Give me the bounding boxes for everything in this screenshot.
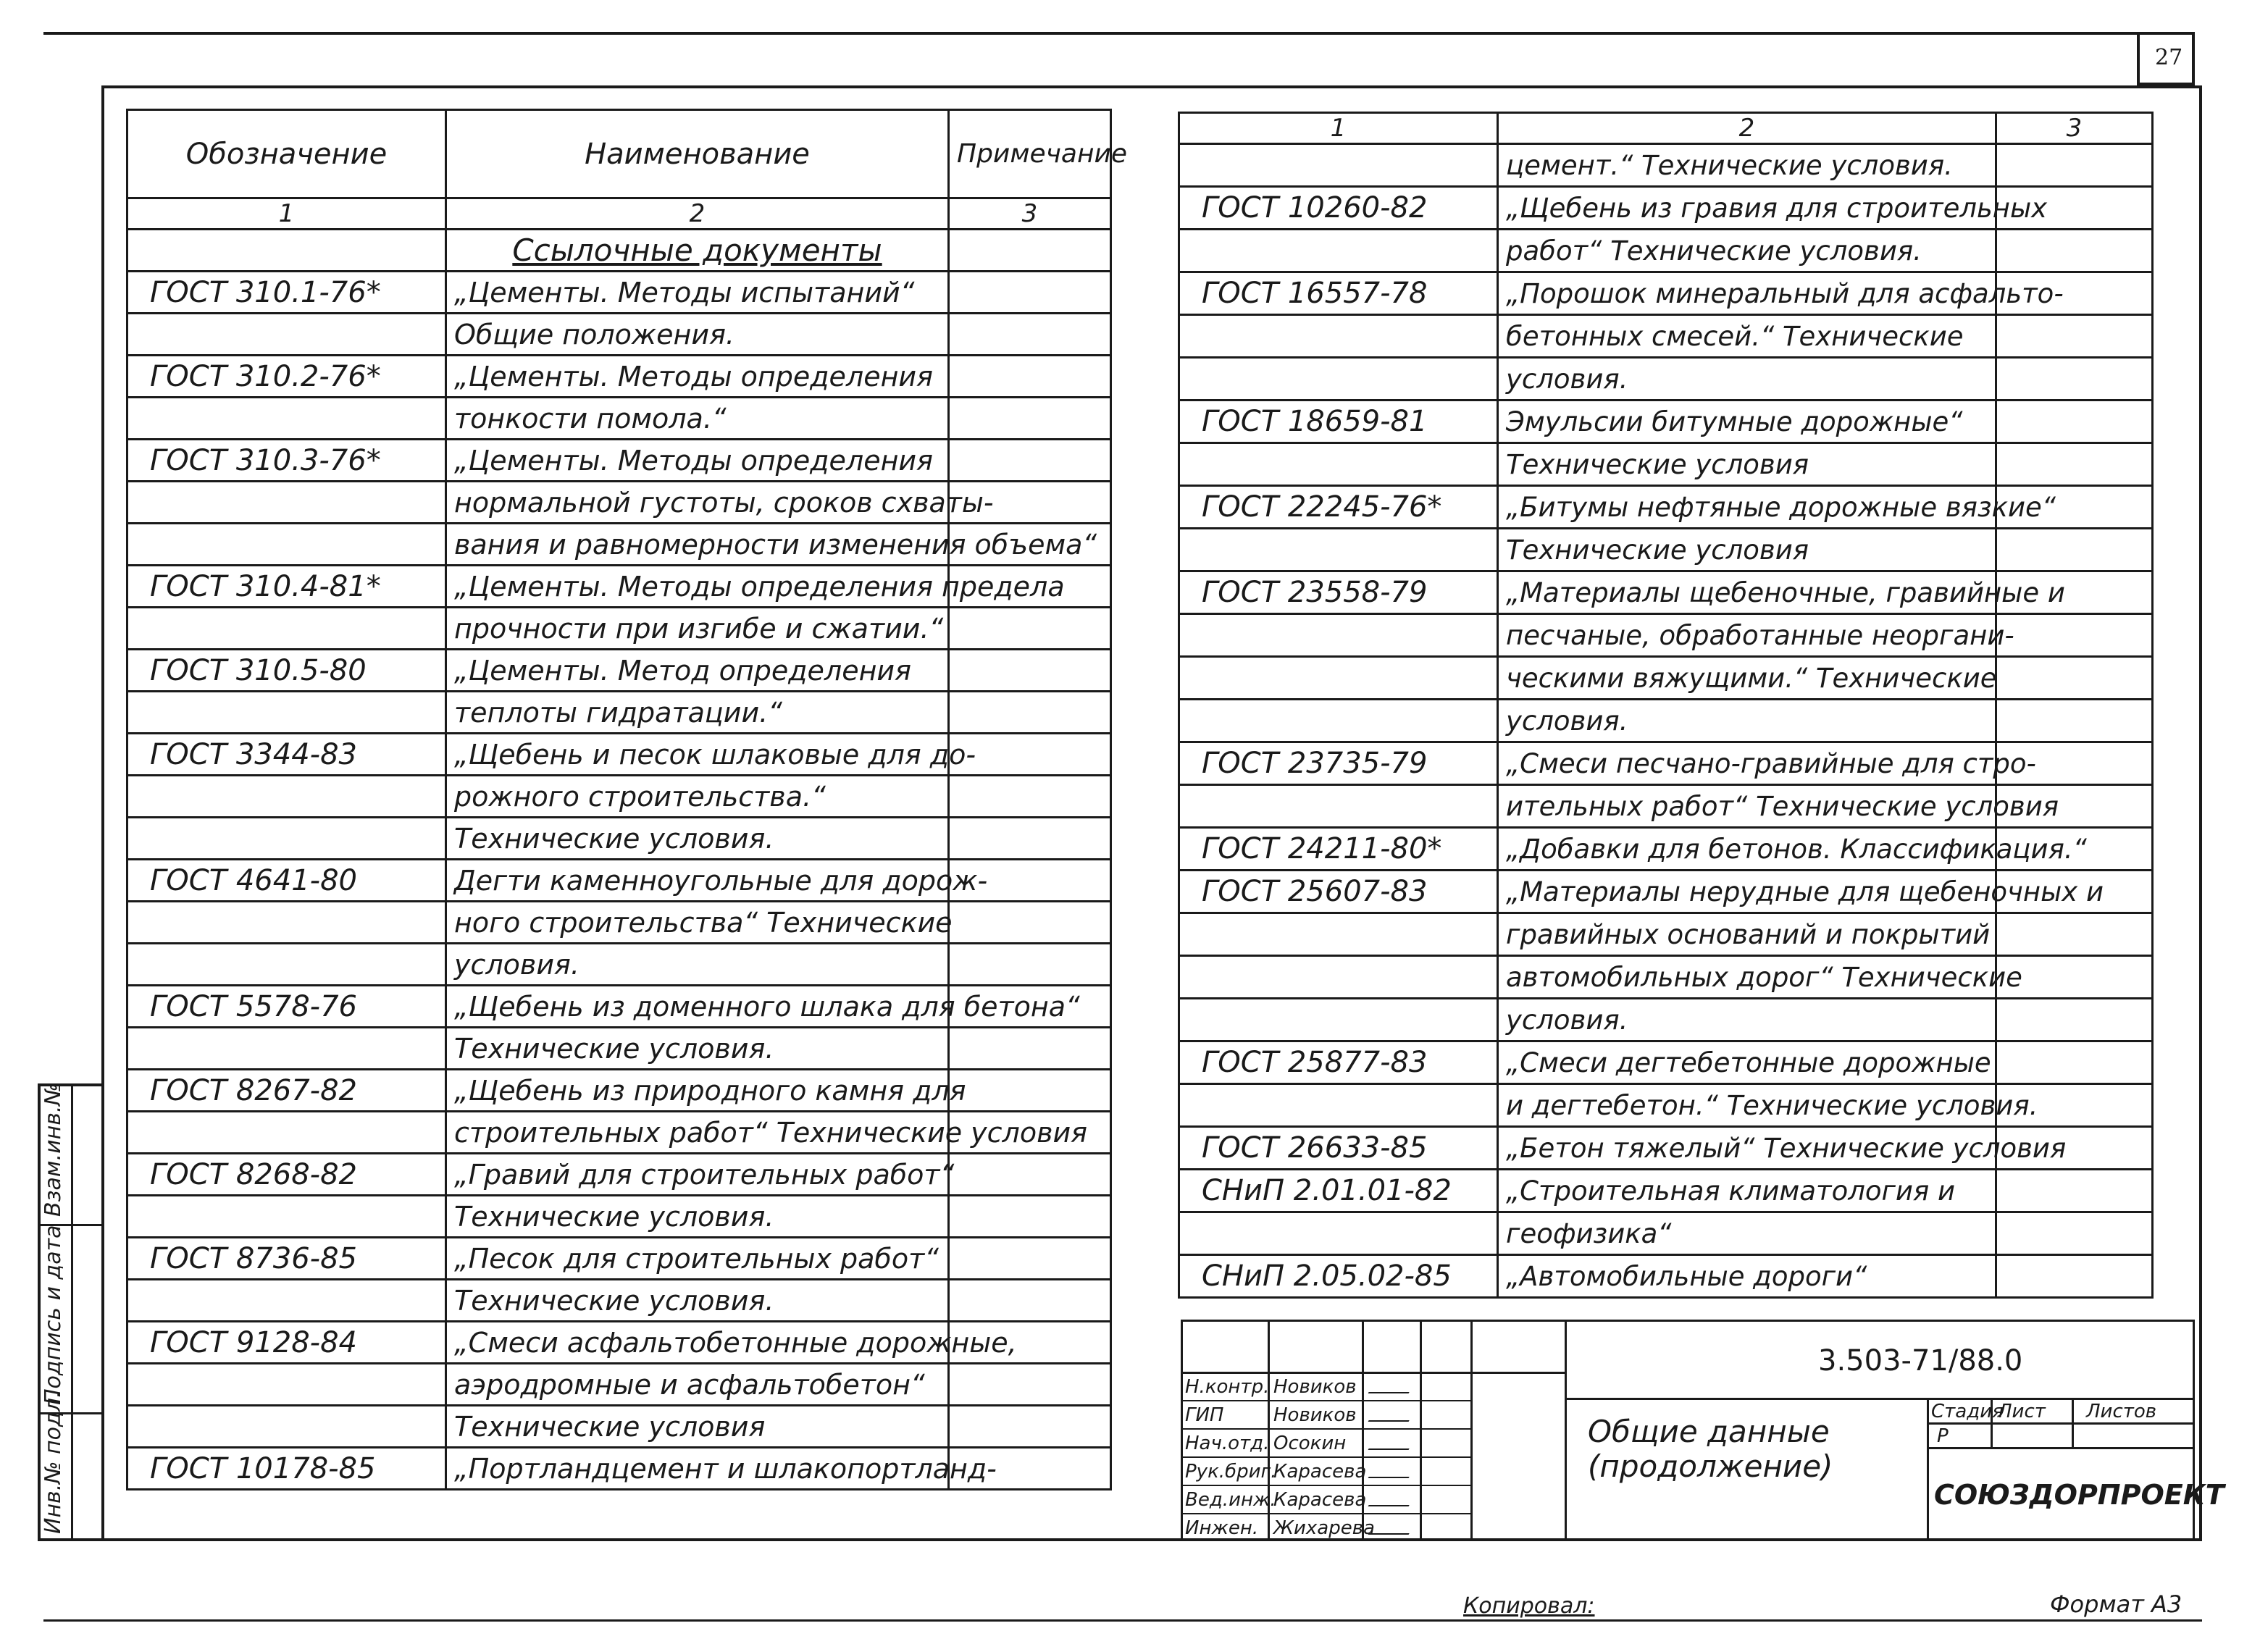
name-cell: аэродромные и асфальтобетон“ bbox=[446, 1364, 949, 1406]
designation-cell: ГОСТ 24211-80* bbox=[1179, 828, 1498, 871]
tb-divider bbox=[1927, 1447, 2195, 1449]
note-cell bbox=[1996, 1170, 2153, 1212]
designation-cell bbox=[127, 1196, 446, 1238]
name-cell: прочности при изгибе и сжатии.“ bbox=[446, 608, 949, 650]
table-row bbox=[1179, 571, 2153, 614]
table-row bbox=[1179, 1255, 2153, 1298]
tb-divider bbox=[1927, 1398, 1929, 1541]
table-row bbox=[1179, 443, 2153, 486]
table-row bbox=[127, 986, 1111, 1028]
name-cell: строительных работ“ Технические условия bbox=[446, 1112, 949, 1154]
designation-cell: ГОСТ 9128-84 bbox=[127, 1322, 446, 1364]
designation-cell bbox=[1179, 999, 1498, 1041]
name-cell: „Бетон тяжелый“ Технические условия bbox=[1498, 1127, 1996, 1170]
table-row bbox=[127, 1322, 1111, 1364]
header-name: Наименование bbox=[446, 110, 949, 198]
table-row bbox=[1179, 1084, 2153, 1127]
tb-divider bbox=[1565, 1398, 2195, 1400]
tb-divider bbox=[1181, 1400, 1470, 1401]
table-row bbox=[127, 440, 1111, 482]
table-row bbox=[127, 482, 1111, 524]
name-cell: Дегти каменноугольные для дорож- bbox=[446, 860, 949, 902]
note-cell bbox=[949, 1196, 1111, 1238]
name-cell: „Автомобильные дороги“ bbox=[1498, 1255, 1996, 1298]
designation-cell bbox=[127, 818, 446, 860]
note-cell bbox=[1996, 230, 2153, 272]
designation-cell bbox=[127, 398, 446, 440]
signature-name: Осокин bbox=[1273, 1433, 1347, 1454]
note-cell bbox=[949, 1154, 1111, 1196]
table-row bbox=[127, 272, 1111, 314]
signature-scribble bbox=[1368, 1413, 1414, 1422]
note-cell bbox=[1996, 999, 2153, 1041]
name-cell: и дегтебетон.“ Технические условия. bbox=[1498, 1084, 1996, 1127]
table-row bbox=[1179, 785, 2153, 828]
designation-cell bbox=[127, 1406, 446, 1448]
tb-divider bbox=[1181, 1485, 1470, 1486]
side-stamp-label: Подпись и дата bbox=[41, 1225, 66, 1405]
page-number: 27 bbox=[2155, 45, 2183, 70]
table-row bbox=[1179, 742, 2153, 785]
name-cell: „Щебень из доменного шлака для бетона“ bbox=[446, 986, 949, 1028]
name-cell: „Цементы. Методы испытаний“ bbox=[446, 272, 949, 314]
table-row bbox=[127, 944, 1111, 986]
name-cell: „Гравий для строительных работ“ bbox=[446, 1154, 949, 1196]
designation-cell: ГОСТ 23558-79 bbox=[1179, 571, 1498, 614]
designation-cell bbox=[127, 1364, 446, 1406]
designation-cell bbox=[127, 314, 446, 356]
signature-name: Жихарева bbox=[1273, 1517, 1375, 1539]
title-block bbox=[1181, 1320, 2225, 1541]
table-row bbox=[1179, 614, 2153, 657]
name-cell: условия. bbox=[1498, 358, 1996, 401]
organization-name: СОЮЗДОРПРОЕКТ bbox=[1934, 1479, 2225, 1511]
designation-cell: ГОСТ 310.5-80 bbox=[127, 650, 446, 692]
name-cell: вания и равномерности изменения объема“ bbox=[446, 524, 949, 566]
table-row bbox=[127, 524, 1111, 566]
designation-cell bbox=[1179, 614, 1498, 657]
note-cell bbox=[1996, 358, 2153, 401]
note-cell bbox=[949, 272, 1111, 314]
designation-cell bbox=[1179, 1084, 1498, 1127]
name-cell: ного строительства“ Технические bbox=[446, 902, 949, 944]
name-cell: „Цементы. Методы определения bbox=[446, 440, 949, 482]
table-row bbox=[127, 1070, 1111, 1112]
note-cell bbox=[949, 902, 1111, 944]
designation-cell bbox=[1179, 144, 1498, 187]
note-cell bbox=[1996, 1255, 2153, 1298]
designation-cell bbox=[1179, 529, 1498, 571]
column-number: 1 bbox=[1179, 113, 1498, 144]
note-cell bbox=[1996, 700, 2153, 742]
name-cell: нормальной густоты, сроков схваты- bbox=[446, 482, 949, 524]
column-number: 1 bbox=[127, 198, 446, 230]
note-cell bbox=[949, 1238, 1111, 1280]
note-cell bbox=[949, 1028, 1111, 1070]
note-cell bbox=[1996, 913, 2153, 956]
name-cell: Общие положения. bbox=[446, 314, 949, 356]
designation-cell: ГОСТ 18659-81 bbox=[1179, 401, 1498, 443]
name-cell: „Цементы. Методы определения предела bbox=[446, 566, 949, 608]
designation-cell: ГОСТ 5578-76 bbox=[127, 986, 446, 1028]
signature-role: Нач.отд. bbox=[1185, 1433, 1270, 1454]
tb-divider bbox=[1181, 1513, 1470, 1514]
note-cell bbox=[949, 650, 1111, 692]
table-row bbox=[1179, 1041, 2153, 1084]
table-row bbox=[1179, 999, 2153, 1041]
table-row bbox=[127, 398, 1111, 440]
designation-cell: ГОСТ 22245-76* bbox=[1179, 486, 1498, 529]
table-row bbox=[1179, 315, 2153, 358]
name-cell: работ“ Технические условия. bbox=[1498, 230, 1996, 272]
designation-cell bbox=[1179, 358, 1498, 401]
designation-cell: СНиП 2.05.02-85 bbox=[1179, 1255, 1498, 1298]
copied-label: Копировал: bbox=[1463, 1593, 1595, 1619]
table-cell bbox=[127, 230, 446, 272]
table-row bbox=[127, 692, 1111, 734]
name-cell: „Цементы. Метод определения bbox=[446, 650, 949, 692]
sheet-title: Общие данные bbox=[1588, 1414, 1830, 1449]
table-row bbox=[127, 860, 1111, 902]
sheet-label: Лист bbox=[1998, 1401, 2046, 1422]
name-cell: Технические условия. bbox=[446, 818, 949, 860]
name-cell: Технические условия bbox=[1498, 443, 1996, 486]
signature-role: Рук.бриг. bbox=[1185, 1461, 1277, 1483]
note-cell bbox=[1996, 315, 2153, 358]
header-note: Примечание bbox=[949, 110, 1111, 198]
note-cell bbox=[1996, 614, 2153, 657]
designation-cell: ГОСТ 8736-85 bbox=[127, 1238, 446, 1280]
note-cell bbox=[949, 818, 1111, 860]
tb-divider bbox=[1181, 1456, 1470, 1458]
table-row bbox=[1179, 956, 2153, 999]
designation-cell bbox=[1179, 700, 1498, 742]
designation-cell bbox=[127, 482, 446, 524]
table-row bbox=[1179, 230, 2153, 272]
designation-cell: ГОСТ 3344-83 bbox=[127, 734, 446, 776]
table-row bbox=[1179, 144, 2153, 187]
table-row bbox=[1179, 657, 2153, 700]
designation-cell bbox=[1179, 956, 1498, 999]
table-row bbox=[1179, 1127, 2153, 1170]
name-cell: песчаные, обработанные неоргани- bbox=[1498, 614, 1996, 657]
name-cell: Технические условия. bbox=[446, 1196, 949, 1238]
signature-name: Карасева bbox=[1273, 1489, 1367, 1511]
name-cell: тонкости помола.“ bbox=[446, 398, 949, 440]
designation-cell: ГОСТ 25877-83 bbox=[1179, 1041, 1498, 1084]
note-cell bbox=[1996, 144, 2153, 187]
table-row bbox=[127, 650, 1111, 692]
signature-scribble bbox=[1368, 1385, 1414, 1393]
table-row bbox=[1179, 187, 2153, 230]
tb-divider bbox=[1181, 1372, 1565, 1374]
designation-cell bbox=[1179, 785, 1498, 828]
table-row bbox=[127, 734, 1111, 776]
column-number: 3 bbox=[1996, 113, 2153, 144]
designation-cell bbox=[1179, 443, 1498, 486]
tb-divider bbox=[2072, 1398, 2074, 1448]
document-number: 3.503-71/88.0 bbox=[1818, 1344, 2023, 1378]
signature-name: Новиков bbox=[1273, 1376, 1357, 1398]
table-row bbox=[127, 1364, 1111, 1406]
note-cell bbox=[949, 356, 1111, 398]
column-number: 2 bbox=[446, 198, 949, 230]
right-reference-table bbox=[1178, 112, 2154, 1299]
sheets-label: Листов bbox=[2086, 1401, 2157, 1422]
tb-divider bbox=[1470, 1320, 1473, 1541]
tb-divider bbox=[1420, 1320, 1422, 1541]
designation-cell: ГОСТ 8268-82 bbox=[127, 1154, 446, 1196]
designation-cell bbox=[1179, 315, 1498, 358]
table-row bbox=[1179, 401, 2153, 443]
signature-role: ГИП bbox=[1185, 1404, 1224, 1426]
name-cell: „Строительная климатология и bbox=[1498, 1170, 1996, 1212]
name-cell: „Щебень и песок шлаковые для до- bbox=[446, 734, 949, 776]
stage-value: Р bbox=[1937, 1425, 1949, 1447]
designation-cell bbox=[127, 608, 446, 650]
name-cell: теплоты гидратации.“ bbox=[446, 692, 949, 734]
note-cell bbox=[949, 1280, 1111, 1322]
tb-divider bbox=[1181, 1428, 1470, 1430]
name-cell: ческими вяжущими.“ Технические bbox=[1498, 657, 1996, 700]
name-cell: „Добавки для бетонов. Классификация.“ bbox=[1498, 828, 1996, 871]
name-cell: геофизика“ bbox=[1498, 1212, 1996, 1255]
note-cell bbox=[1996, 529, 2153, 571]
signature-role: Вед.инж. bbox=[1185, 1489, 1276, 1511]
table-row bbox=[1179, 1170, 2153, 1212]
note-cell bbox=[949, 1364, 1111, 1406]
designation-cell bbox=[127, 944, 446, 986]
name-cell: „Цементы. Методы определения bbox=[446, 356, 949, 398]
table-row bbox=[1179, 913, 2153, 956]
stage-label: Стадия bbox=[1931, 1401, 2004, 1422]
table-row bbox=[127, 1238, 1111, 1280]
table-row bbox=[127, 818, 1111, 860]
table-row bbox=[127, 902, 1111, 944]
table-row bbox=[1179, 871, 2153, 913]
name-cell: условия. bbox=[1498, 999, 1996, 1041]
name-cell: рожного строительства.“ bbox=[446, 776, 949, 818]
designation-cell bbox=[127, 776, 446, 818]
table-row bbox=[1179, 1212, 2153, 1255]
footer-rule bbox=[43, 1619, 2202, 1622]
table-row bbox=[127, 1280, 1111, 1322]
table-row bbox=[127, 1112, 1111, 1154]
name-cell: Эмульсии битумные дорожные“ bbox=[1498, 401, 1996, 443]
column-number: 3 bbox=[949, 198, 1111, 230]
name-cell: „Порошок минеральный для асфальто- bbox=[1498, 272, 1996, 315]
name-cell: „Битумы нефтяные дорожные вязкие“ bbox=[1498, 486, 1996, 529]
designation-cell bbox=[1179, 230, 1498, 272]
designation-cell bbox=[1179, 1212, 1498, 1255]
table-row bbox=[1179, 529, 2153, 571]
table-row bbox=[1179, 358, 2153, 401]
table-row bbox=[127, 1196, 1111, 1238]
designation-cell bbox=[127, 902, 446, 944]
note-cell bbox=[949, 398, 1111, 440]
tb-divider bbox=[1927, 1422, 2195, 1425]
table-row bbox=[127, 1448, 1111, 1490]
table-row bbox=[1179, 828, 2153, 871]
designation-cell: ГОСТ 10260-82 bbox=[1179, 187, 1498, 230]
note-cell bbox=[949, 944, 1111, 986]
column-number: 2 bbox=[1498, 113, 1996, 144]
name-cell: автомобильных дорог“ Технические bbox=[1498, 956, 1996, 999]
table-row bbox=[127, 776, 1111, 818]
designation-cell: ГОСТ 310.1-76* bbox=[127, 272, 446, 314]
note-cell bbox=[949, 440, 1111, 482]
note-cell bbox=[1996, 443, 2153, 486]
signature-role: Н.контр. bbox=[1185, 1376, 1270, 1398]
name-cell: цемент.“ Технические условия. bbox=[1498, 144, 1996, 187]
side-stamp-label: Инв.№ подл. bbox=[41, 1391, 66, 1534]
signature-scribble bbox=[1368, 1498, 1414, 1506]
left-reference-table bbox=[126, 109, 1128, 1490]
designation-cell: ГОСТ 26633-85 bbox=[1179, 1127, 1498, 1170]
name-cell: „Песок для строительных работ“ bbox=[446, 1238, 949, 1280]
note-cell bbox=[1996, 401, 2153, 443]
name-cell: условия. bbox=[1498, 700, 1996, 742]
name-cell: „Щебень из гравия для строительных bbox=[1498, 187, 1996, 230]
header-designation: Обозначение bbox=[127, 110, 446, 198]
designation-cell bbox=[127, 692, 446, 734]
designation-cell bbox=[1179, 913, 1498, 956]
format-label: Формат А3 bbox=[2050, 1590, 2182, 1618]
name-cell: условия. bbox=[446, 944, 949, 986]
designation-cell: ГОСТ 25607-83 bbox=[1179, 871, 1498, 913]
name-cell: „Смеси песчано-гравийные для стро- bbox=[1498, 742, 1996, 785]
signature-role: Инжен. bbox=[1185, 1517, 1259, 1539]
name-cell: ительных работ“ Технические условия bbox=[1498, 785, 1996, 828]
signature-scribble bbox=[1368, 1441, 1414, 1450]
name-cell: „Щебень из природного камня для bbox=[446, 1070, 949, 1112]
top-rule bbox=[43, 32, 2144, 35]
designation-cell: ГОСТ 310.4-81* bbox=[127, 566, 446, 608]
table-row bbox=[127, 566, 1111, 608]
tb-divider bbox=[1565, 1320, 1567, 1541]
designation-cell: ГОСТ 16557-78 bbox=[1179, 272, 1498, 315]
section-title: Ссылочные документы bbox=[446, 230, 949, 272]
name-cell: „Смеси дегтебетонные дорожные bbox=[1498, 1041, 1996, 1084]
designation-cell bbox=[127, 1280, 446, 1322]
designation-cell: ГОСТ 310.3-76* bbox=[127, 440, 446, 482]
designation-cell: ГОСТ 10178-85 bbox=[127, 1448, 446, 1490]
name-cell: „Портландцемент и шлакопортланд- bbox=[446, 1448, 949, 1490]
table-cell bbox=[949, 230, 1111, 272]
note-cell bbox=[949, 692, 1111, 734]
name-cell: бетонных смесей.“ Технические bbox=[1498, 315, 1996, 358]
table-row bbox=[127, 608, 1111, 650]
designation-cell bbox=[127, 524, 446, 566]
designation-cell: ГОСТ 310.2-76* bbox=[127, 356, 446, 398]
note-cell bbox=[949, 776, 1111, 818]
name-cell: гравийных оснований и покрытий bbox=[1498, 913, 1996, 956]
note-cell bbox=[1996, 1041, 2153, 1084]
designation-cell bbox=[127, 1028, 446, 1070]
designation-cell bbox=[1179, 657, 1498, 700]
name-cell: Технические условия. bbox=[446, 1028, 949, 1070]
side-stamp-divider bbox=[71, 1083, 73, 1541]
table-row bbox=[127, 1154, 1111, 1196]
signature-scribble bbox=[1368, 1469, 1414, 1478]
table-row bbox=[127, 314, 1111, 356]
designation-cell: ГОСТ 4641-80 bbox=[127, 860, 446, 902]
designation-cell: ГОСТ 23735-79 bbox=[1179, 742, 1498, 785]
name-cell: Технические условия. bbox=[446, 1280, 949, 1322]
name-cell: „Смеси асфальтобетонные дорожные, bbox=[446, 1322, 949, 1364]
table-row bbox=[127, 1406, 1111, 1448]
table-row bbox=[1179, 700, 2153, 742]
signature-name: Новиков bbox=[1273, 1404, 1357, 1426]
signature-name: Карасева bbox=[1273, 1461, 1367, 1483]
table-row bbox=[127, 356, 1111, 398]
table-row bbox=[1179, 486, 2153, 529]
name-cell: Технические условия bbox=[1498, 529, 1996, 571]
name-cell: „Материалы щебеночные, гравийные и bbox=[1498, 571, 1996, 614]
note-cell bbox=[1996, 657, 2153, 700]
signature-scribble bbox=[1368, 1526, 1414, 1535]
note-cell bbox=[1996, 1212, 2153, 1255]
name-cell: „Материалы нерудные для щебеночных и bbox=[1498, 871, 1996, 913]
name-cell: Технические условия bbox=[446, 1406, 949, 1448]
designation-cell: ГОСТ 8267-82 bbox=[127, 1070, 446, 1112]
sheet-subtitle: (продолжение) bbox=[1588, 1448, 1833, 1484]
side-stamp-label: Взам.инв.№ bbox=[41, 1083, 66, 1217]
note-cell bbox=[949, 608, 1111, 650]
note-cell bbox=[949, 314, 1111, 356]
table-row bbox=[1179, 272, 2153, 315]
note-cell bbox=[949, 1406, 1111, 1448]
designation-cell bbox=[127, 1112, 446, 1154]
table-row bbox=[127, 1028, 1111, 1070]
note-cell bbox=[949, 1070, 1111, 1112]
designation-cell: СНиП 2.01.01-82 bbox=[1179, 1170, 1498, 1212]
